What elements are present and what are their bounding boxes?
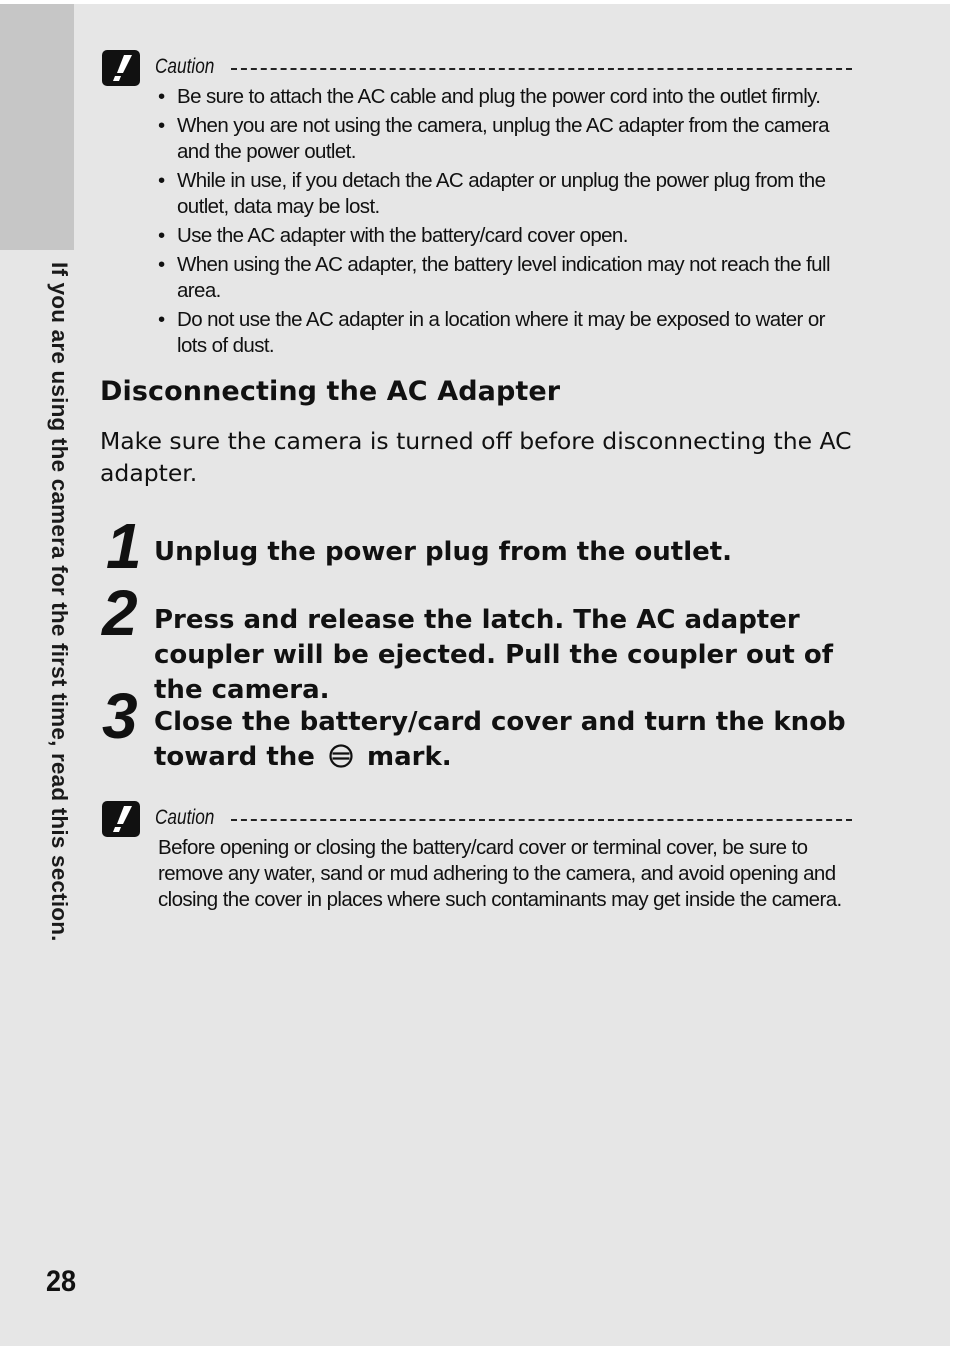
caution-title: Caution [155, 55, 215, 78]
page-number: 28 [46, 1265, 77, 1298]
sidebar-vertical-text: If you are using the camera for the first time, read this section. [47, 262, 72, 942]
caution-divider [231, 819, 852, 821]
step-number: 3 [102, 680, 136, 752]
caution-list-item: • When you are not using the camera, unplug the AC adapter from the camera and the power outlet. [155, 113, 855, 165]
step-number: 1 [106, 510, 140, 582]
caution-divider [231, 68, 852, 70]
step-text: Unplug the power plug from the outlet. [154, 537, 733, 567]
caution-list-item: • While in use, if you detach the AC adapter or unplug the power plug from the outlet, data may be lost. [155, 168, 855, 220]
caution-list-item: • Be sure to attach the AC cable and plug the power cord into the outlet firmly. [155, 84, 855, 110]
caution-header [155, 805, 852, 831]
caution-list-item: • When using the AC adapter, the battery level indication may not reach the full area. [155, 252, 855, 304]
caution-exclamation-icon [102, 801, 140, 837]
caution-list-item: • Use the AC adapter with the battery/card cover open. [155, 223, 855, 249]
step-text [154, 705, 864, 778]
caution-body-text: Before opening or closing the battery/card cover or terminal cover, be sure to remove any water, sand or mud adhering to the camera, and avoid opening and closing the cover in places where such contaminants may get inside the camera. [158, 836, 842, 911]
caution-exclamation-icon [102, 50, 140, 86]
caution-list-item: • Do not use the AC adapter in a location where it may be exposed to water or lots of dust. [155, 307, 855, 359]
step-text-before: Close the battery/card cover and turn the knob toward the [154, 707, 846, 772]
caution-title: Caution [155, 806, 215, 829]
step-text-after: mark. [367, 742, 452, 772]
step-number: 2 [102, 577, 136, 649]
side-tab [0, 4, 74, 250]
lock-mark-icon [328, 743, 354, 778]
caution-list [155, 84, 855, 362]
section-heading: Disconnecting the AC Adapter [100, 376, 561, 407]
step-text: Press and release the latch. The AC adapter coupler will be ejected. Pull the coupler out of the camera. [154, 605, 834, 705]
caution-header [155, 54, 852, 80]
section-intro: Make sure the camera is turned off before disconnecting the AC adapter. [100, 427, 852, 487]
